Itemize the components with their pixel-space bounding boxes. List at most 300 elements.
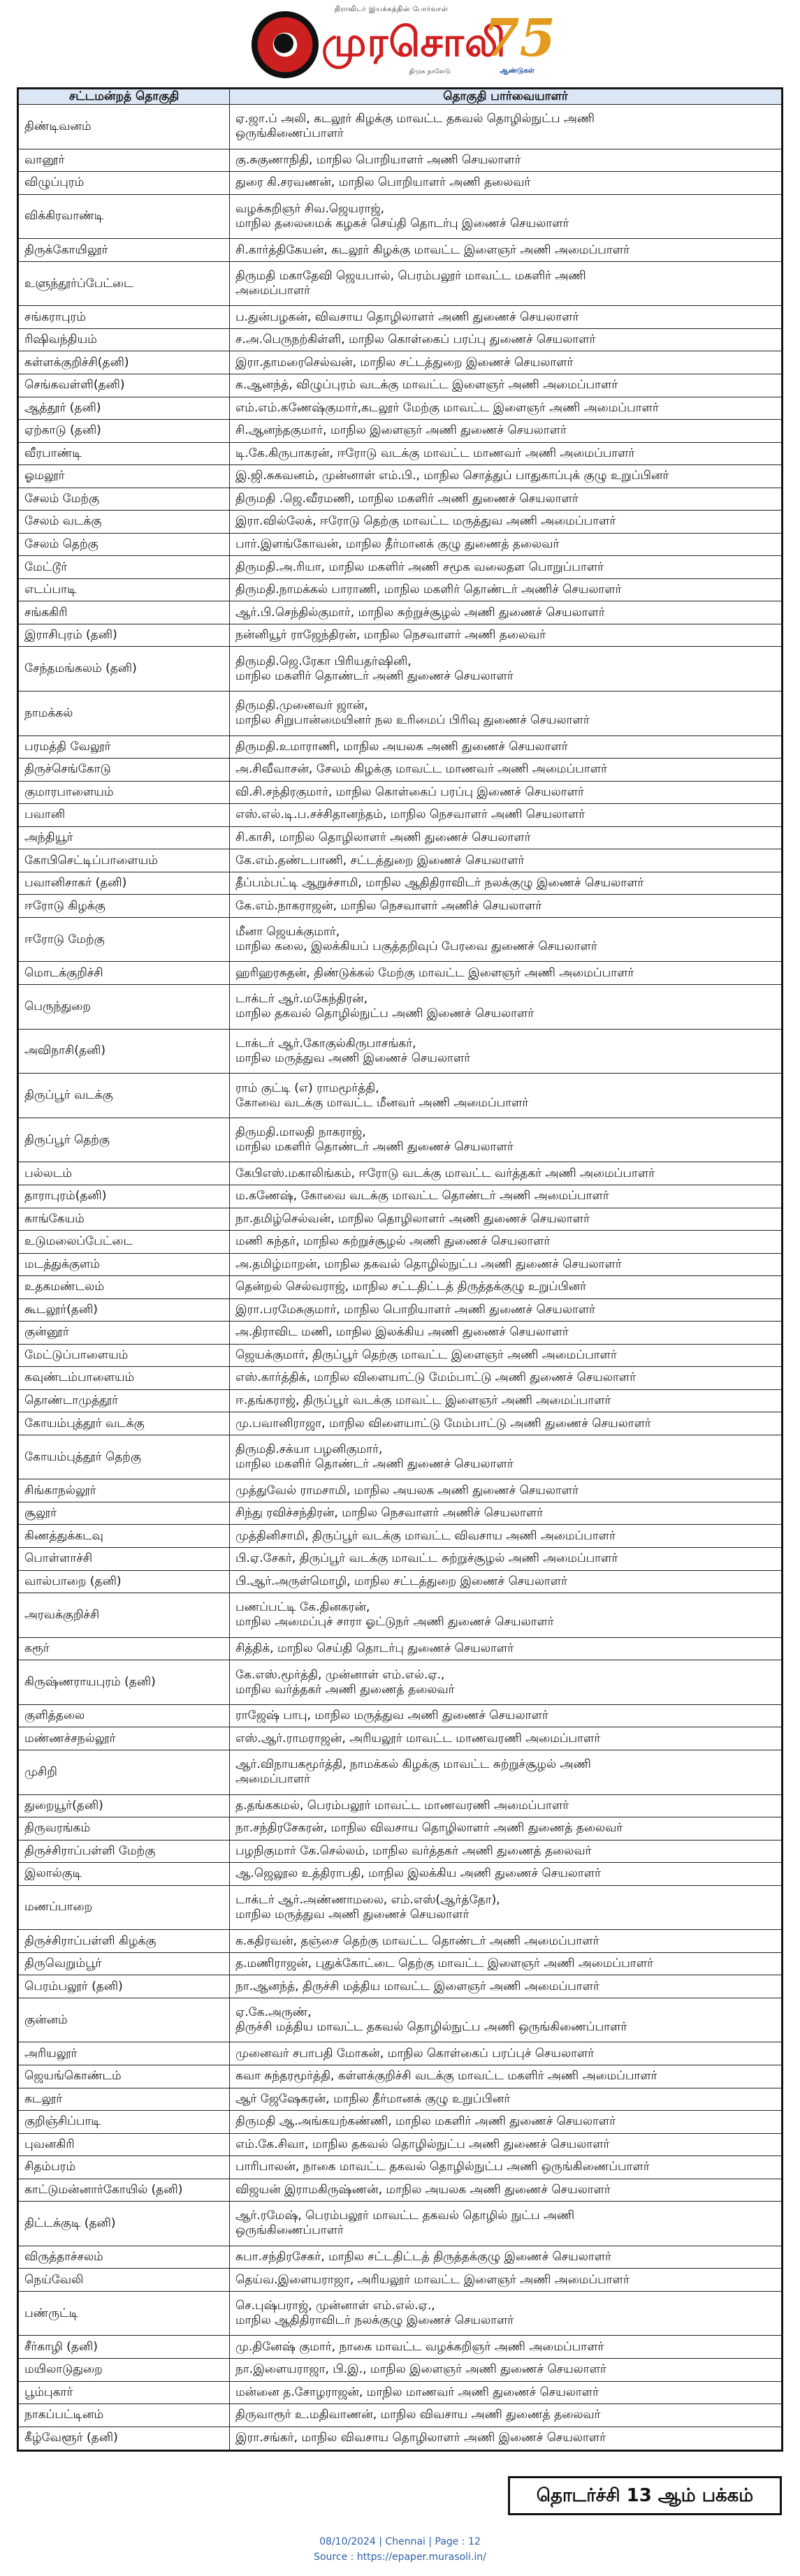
observer-cell xyxy=(230,1253,782,1276)
observer-cell xyxy=(230,1704,782,1727)
table-row xyxy=(19,1185,782,1208)
table-row xyxy=(19,647,782,691)
observer-cell xyxy=(230,1660,782,1705)
table-row xyxy=(19,1253,782,1276)
observer-line: திருமதி.உமாராணி, மாநில அயலக அணி துணைச் செயலாளர் xyxy=(235,739,568,754)
table-row xyxy=(19,1208,782,1231)
constituency-cell: திண்டிவனம் xyxy=(19,105,230,149)
table-row xyxy=(19,261,782,306)
observer-cell xyxy=(230,647,782,691)
page-footer xyxy=(0,2534,800,2573)
table-row xyxy=(19,804,782,827)
constituency-cell: கீழ்வேளூர் (தனி) xyxy=(19,2427,230,2450)
constituency-cell: நாகப்பட்டினம் xyxy=(19,2404,230,2427)
constituency-cell: கவுண்டம்பாளையம் xyxy=(19,1367,230,1390)
observer-cell xyxy=(230,1162,782,1185)
observer-cell xyxy=(230,1570,782,1593)
observer-line: மாநில மருத்துவ அணி இணைச் செயலாளர் xyxy=(235,1051,471,1065)
footer-date-page: 08/10/2024 | Chennai | Page : 12 xyxy=(319,2536,481,2547)
constituency-cell: குன்னம் xyxy=(19,1998,230,2042)
table-row xyxy=(19,1074,782,1118)
observer-line: ஆ.ஜெலூல உத்திராபதி, மாநில இலக்கிய அணி துணைச் செயலாளர் xyxy=(235,1866,601,1881)
observer-line: தெய்வ.இளையராஜா, அரியலூர் மாவட்ட இளைஞர் அணி அமைப்பாளர் xyxy=(235,2272,630,2287)
observer-line: ஆர் ஜேஷேகரன், மாநில தீர்மானக் குழு உறுப்பினர் xyxy=(235,2091,511,2106)
observer-line: டாக்டர் ஆர்.கோகுல்கிருபாசங்கர், xyxy=(235,1036,416,1051)
constituency-cell: கோபிசெட்டிப்பாளையம் xyxy=(19,849,230,872)
observer-cell xyxy=(230,105,782,149)
observer-line: மணி சுந்தர், மாநில சுற்றுச்சூழல் அணி துணைச் செயலாளர் xyxy=(235,1234,551,1249)
masthead xyxy=(0,0,800,87)
observer-cell xyxy=(230,1276,782,1299)
constituency-cell: திருச்சிராப்பள்ளி கிழக்கு xyxy=(19,1930,230,1953)
constituency-cell: மடத்துக்குளம் xyxy=(19,1253,230,1276)
observer-cell xyxy=(230,804,782,827)
observer-line: முத்தினிசாமி, திருப்பூர் வடக்கு மாவட்ட விவசாய அணி அமைப்பாளர் xyxy=(235,1528,616,1543)
observer-line: அ.திராவிட மணி, மாநில இலக்கிய அணி துணைச் செயலாளர் xyxy=(235,1325,569,1340)
observer-line: அ.சிவீவாசன், சேலம் கிழக்கு மாவட்ட மாணவர் அணி அமைப்பாளர் xyxy=(235,762,607,777)
observer-line: மாநில வர்த்தகர் அணி துணைத் தலைவர் xyxy=(235,1682,455,1697)
observer-line: முத்துவேல் ராமசாமி, மாநில அயலக அணி துணைச் செயலாளர் xyxy=(235,1483,579,1498)
observer-cell xyxy=(230,194,782,239)
table-row xyxy=(19,1118,782,1162)
observer-cell xyxy=(230,1998,782,2042)
observer-line: கே.எம்.நாகராஜன், மாநில நெசவாளர் அணிச் செயலாளர் xyxy=(235,898,542,913)
constituency-cell: உதகமண்டலம் xyxy=(19,1276,230,1299)
observer-line: கோவை வடக்கு மாவட்ட மீனவர் அணி அமைப்பாளர் xyxy=(235,1095,529,1110)
observer-cell xyxy=(230,1593,782,1638)
constituency-cell: வானூர் xyxy=(19,149,230,172)
observer-line: மாநில மகளிர் தொண்டர் அணி துணைச் செயலாளர் xyxy=(235,1140,514,1155)
observer-line: நா.தமிழ்செல்வன், மாநில தொழிலாளர் அணி துணைச் செயலாளர் xyxy=(235,1211,590,1226)
observer-line: அமைப்பாளர் xyxy=(235,284,311,298)
observer-cell xyxy=(230,2404,782,2427)
observer-line: எம்.எம்.கணேஷ்குமார்,கடலூர் மேற்கு மாவட்ட இளைஞர் அணி அமைப்பாளர் xyxy=(235,400,659,415)
observer-cell xyxy=(230,1344,782,1367)
constituency-cell: இராசிபுரம் (தனி) xyxy=(19,624,230,647)
observer-line: டாக்டர் ஆர்.மகேந்திரன், xyxy=(235,992,368,1007)
observer-line: அமைப்பாளர் xyxy=(235,1772,311,1787)
table-row xyxy=(19,917,782,962)
constituency-cell: திருப்பூர் வடக்கு xyxy=(19,1074,230,1118)
observer-line: சுபா.சந்திரசேகர், மாநில சட்டதிட்டத் திருத்தக்குழு இணைச் செயலாளர் xyxy=(235,2250,611,2264)
observer-line: திருமதி.ஜெ.ரேகா பிரியதர்ஷினி, xyxy=(235,654,412,668)
observer-line: எஸ்.எல்.டி.ப.சச்சிதானந்தம், மாநில நெசவாளர் அணி செயலாளர் xyxy=(235,807,586,822)
observer-line: எஸ்.ஆர்.ராமராஜன், அரியலூர் மாவட்ட மாணவரணி அமைப்பாளர் xyxy=(235,1731,601,1746)
observer-line: பாரிபாலன், நாகை மாவட்ட தகவல் தொழில்நுட்ப அணி ஒருங்கிணைப்பாளர் xyxy=(235,2160,650,2174)
observer-cell xyxy=(230,1389,782,1412)
observer-line: திருமதி ஆ.அங்கயற்கண்ணி, மாநில மகளிர் அணி துணைச் செயலாளர் xyxy=(235,2114,616,2129)
table-row xyxy=(19,1525,782,1548)
observer-cell xyxy=(230,351,782,374)
observer-cell xyxy=(230,149,782,172)
observer-cell xyxy=(230,1118,782,1162)
observer-cell xyxy=(230,826,782,849)
table-row xyxy=(19,442,782,465)
constituency-cell: விக்கிரவாண்டி xyxy=(19,194,230,239)
footer-source-link[interactable]: https://epaper.murasoli.in/ xyxy=(356,2552,486,2563)
observer-cell xyxy=(230,1637,782,1660)
table-row xyxy=(19,556,782,579)
table-row xyxy=(19,781,782,804)
table-row xyxy=(19,1389,782,1412)
observer-cell xyxy=(230,239,782,262)
constituency-cell: சிதம்பரம் xyxy=(19,2156,230,2179)
constituency-cell: சேலம் மேற்கு xyxy=(19,488,230,511)
masthead-tagline: திராவிடர் இயக்கத்தின் போர்வாள் xyxy=(334,6,449,13)
observer-cell xyxy=(230,2427,782,2450)
observer-line: ஒருங்கிணைப்பாளர் xyxy=(235,126,344,141)
table-row xyxy=(19,328,782,351)
table-row xyxy=(19,1637,782,1660)
observers-table xyxy=(18,89,782,2450)
observer-line: திருமதி.சக்யா பழனிகுமார், xyxy=(235,1442,383,1457)
observer-cell xyxy=(230,1525,782,1548)
observer-line: ஜெயக்குமார், திருப்பூர் தெற்கு மாவட்ட இளைஞர் அணி அமைப்பாளர் xyxy=(235,1347,617,1362)
table-row xyxy=(19,239,782,262)
constituency-cell: கிணத்துக்கடவு xyxy=(19,1525,230,1548)
constituency-cell: சேலம் வடக்கு xyxy=(19,511,230,534)
constituency-cell: இலால்குடி xyxy=(19,1863,230,1886)
observer-cell xyxy=(230,985,782,1030)
observer-line: கு.சுகுணாநிதி, மாநில பொறியாளர் அணி செயலாளர் xyxy=(235,152,521,167)
observer-line: ம.கணேஷ், கோவை வடக்கு மாவட்ட தொண்டர் அணி அமைப்பாளர் xyxy=(235,1189,609,1203)
constituency-cell: ஓமலூர் xyxy=(19,465,230,488)
observer-line: மாநில மருத்துவ அணி துணைச் செயலாளர் xyxy=(235,1907,470,1922)
table-header-row xyxy=(19,89,782,105)
table-row xyxy=(19,194,782,239)
observer-line: மாநில மகளிர் தொண்டர் அணி துணைச் செயலாளர் xyxy=(235,668,514,683)
table-row xyxy=(19,895,782,918)
observer-line: மாநில மகளிர் தொண்டர் அணி துணைச் செயலாளர் xyxy=(235,1457,514,1472)
observer-cell xyxy=(230,736,782,759)
table-row xyxy=(19,465,782,488)
observer-line: தீப்பம்பட்டி ஆறுச்சாமி, மாநில ஆதிதிராவிடர் நலக்குழு இணைச் செயலாளர் xyxy=(235,876,644,891)
observer-line: இரா.சங்கர், மாநில விவசாய தொழிலாளர் அணி இணைச் செயலாளர் xyxy=(235,2431,606,2445)
table-row xyxy=(19,1817,782,1840)
observer-line: நன்னியூர் ராஜேந்திரன், மாநில நெசவாளர் அணி தலைவர் xyxy=(235,628,546,643)
table-row xyxy=(19,1863,782,1886)
observer-line: இரா.தாமரைசெல்வன், மாநில சட்டத்துறை இணைச் செயலாளர் xyxy=(235,355,574,369)
table-row xyxy=(19,601,782,624)
constituency-cell: திருவரங்கம் xyxy=(19,1817,230,1840)
table-row xyxy=(19,1029,782,1074)
constituency-cell: பவானிசாகர் (தனி) xyxy=(19,872,230,895)
constituency-cell: கள்ளக்குறிச்சி(தனி) xyxy=(19,351,230,374)
observer-cell xyxy=(230,2065,782,2088)
observer-cell xyxy=(230,556,782,579)
observer-line: கேபிஎஸ்.மகாலிங்கம், ஈரோடு வடக்கு மாவட்ட வர்த்தகர் அணி அமைப்பாளர் xyxy=(235,1166,655,1180)
observer-line: பி.ஏ.சேகர், திருப்பூர் வடக்கு மாவட்ட சுற்றுச்சூழல் அணி அமைப்பாளர் xyxy=(235,1551,618,1566)
table-body xyxy=(19,105,782,2450)
table-row xyxy=(19,962,782,985)
observer-line: பழநிகுமார் கே.செல்லம், மாநில வர்த்தகர் அணி துணைத் தலைவர் xyxy=(235,1843,592,1858)
observer-line: திருமதி மகாதேவி ஜெயபால், பெரம்பலூர் மாவட்ட மகளிர் அணி xyxy=(235,269,586,284)
constituency-cell: அவிநாசி(தனி) xyxy=(19,1029,230,1074)
table-row xyxy=(19,2404,782,2427)
table-row xyxy=(19,2202,782,2246)
constituency-cell: புவனகிரி xyxy=(19,2133,230,2156)
observers-table-container xyxy=(17,87,783,2452)
observer-cell xyxy=(230,895,782,918)
observer-cell xyxy=(230,1794,782,1817)
table-row xyxy=(19,624,782,647)
table-row xyxy=(19,1367,782,1390)
observer-cell xyxy=(230,917,782,962)
table-row xyxy=(19,2042,782,2065)
table-row xyxy=(19,1750,782,1794)
table-row xyxy=(19,2065,782,2088)
table-row xyxy=(19,1885,782,1930)
constituency-cell: உடுமலைப்பேட்டை xyxy=(19,1231,230,1254)
table-row xyxy=(19,1276,782,1299)
table-row xyxy=(19,149,782,172)
table-row xyxy=(19,2133,782,2156)
masthead-logo-group xyxy=(252,6,555,81)
observer-line: சித்திக், மாநில செய்தி தொடர்பு துணைச் செயலாளர் xyxy=(235,1641,514,1655)
observer-cell xyxy=(230,1885,782,1930)
table-row xyxy=(19,736,782,759)
observer-line: ஈ.தங்கராஜ், திருப்பூர் வடக்கு மாவட்ட இளைஞர் அணி அமைப்பாளர் xyxy=(235,1393,611,1408)
observer-cell xyxy=(230,511,782,534)
constituency-cell: காட்டுமன்னார்கோயில் (தனி) xyxy=(19,2179,230,2202)
anniversary-text: ஆண்டுகள் xyxy=(500,67,534,75)
observer-cell xyxy=(230,2358,782,2381)
observer-cell xyxy=(230,962,782,985)
constituency-cell: குன்னூர் xyxy=(19,1322,230,1345)
observer-line: திருவாரூர் உ.மதிவாணன், மாநில விவசாய அணி துணைத் தலைவர் xyxy=(235,2408,601,2422)
observer-cell xyxy=(230,2269,782,2292)
constituency-cell: மேட்டுப்பாளையம் xyxy=(19,1344,230,1367)
constituency-cell: பொள்ளாச்சி xyxy=(19,1548,230,1571)
observer-cell xyxy=(230,601,782,624)
observer-cell xyxy=(230,1750,782,1794)
table-row xyxy=(19,1162,782,1185)
observer-line: நா.இளையராஜா, பி.இ., மாநில இளைஞர் அணி துணைச் செயலாளர் xyxy=(235,2362,606,2377)
observer-cell xyxy=(230,2179,782,2202)
observer-cell xyxy=(230,1930,782,1953)
table-row xyxy=(19,1435,782,1479)
observer-line: சி.ஆனந்தகுமார், மாநில இளைஞர் அணி துணைச் செயலாளர் xyxy=(235,423,567,438)
observer-line: டாக்டர் ஆர்.அண்ணாமலை, எம்.எஸ்(ஆர்த்தோ), xyxy=(235,1892,500,1907)
constituency-cell: காங்கேயம் xyxy=(19,1208,230,1231)
observer-line: மாநில கலை, இலக்கியப் பகுத்தறிவுப் பேரவை துணைச் செயலாளர் xyxy=(235,939,597,954)
constituency-cell: வால்பாறை (தனி) xyxy=(19,1570,230,1593)
constituency-cell: சிங்காநல்லூர் xyxy=(19,1479,230,1502)
observer-line: விஜயன் இராமகிருஷ்ணன், மாநில அயலக அணி துணைச் செயலாளர் xyxy=(235,2182,611,2197)
observer-line: சி.காசி, மாநில தொழிலாளர் அணி துணைச் செயலாளர் xyxy=(235,830,531,844)
observer-cell xyxy=(230,1840,782,1863)
observer-line: பார்.இளங்கோவன், மாநில தீர்மானக் குழு துணைத் தலைவர் xyxy=(235,537,560,551)
constituency-cell: பெருந்துறை xyxy=(19,985,230,1030)
constituency-cell: ஈரோடு கிழக்கு xyxy=(19,895,230,918)
observer-line: முனைவர் சபாபதி மோகன், மாநில கொள்கைப் பரப்புச் செயலாளர் xyxy=(235,2046,595,2061)
table-row xyxy=(19,1660,782,1705)
observer-line: இரா.வில்லேக், ஈரோடு தெற்கு மாவட்ட மருத்துவ அணி அமைப்பாளர் xyxy=(235,514,616,529)
constituency-cell: பரமத்தி வேலூர் xyxy=(19,736,230,759)
constituency-cell: விருத்தாச்சலம் xyxy=(19,2246,230,2269)
constituency-cell: ஜெயங்கொண்டம் xyxy=(19,2065,230,2088)
observer-line: மாநில ஆதிதிராவிடர் நலக்குழு இணைச் செயலாளர் xyxy=(235,2313,514,2328)
observer-cell xyxy=(230,2133,782,2156)
observer-line: வழக்கறிஞர் சிவ.ஜெயராஜ், xyxy=(235,201,385,216)
observer-cell xyxy=(230,397,782,420)
constituency-cell: ஆத்தூர் (தனி) xyxy=(19,397,230,420)
table-row xyxy=(19,872,782,895)
observer-line: திருமதி.நாமக்கல் பாராணி, மாநில மகளிர் தொண்டர் அணிச் செயலாளர் xyxy=(235,583,622,597)
observer-line: நா.சந்திரசேகரன், மாநில விவசாய தொழிலாளர் அணி துணைத் தலைவர் xyxy=(235,1821,623,1836)
observer-line: மீனா ஜெயக்குமார், xyxy=(235,925,340,939)
observer-cell xyxy=(230,533,782,556)
observer-cell xyxy=(230,1502,782,1525)
constituency-cell: குமாரபாளையம் xyxy=(19,781,230,804)
constituency-cell: திருச்செங்கோடு xyxy=(19,759,230,782)
constituency-cell: சீர்காழி (தனி) xyxy=(19,2336,230,2359)
observer-line: ஆர்.விநாயகமூர்த்தி, நாமக்கல் கிழக்கு மாவட்ட சுற்றுச்சூழல் அணி xyxy=(235,1757,591,1772)
table-row xyxy=(19,1840,782,1863)
table-row xyxy=(19,351,782,374)
constituency-cell: மணப்பாறை xyxy=(19,1885,230,1930)
observer-cell xyxy=(230,691,782,736)
observer-cell xyxy=(230,1479,782,1502)
constituency-cell: உளுந்தூர்ப்பேட்டை xyxy=(19,261,230,306)
table-row xyxy=(19,1322,782,1345)
observer-line: ஏ.ஜா.ப் அலி, கடலூர் கிழக்கு மாவட்ட தகவல் தொழில்நுட்ப அணி xyxy=(235,112,595,126)
observer-line: தென்றல் செல்வராஜ், மாநில சட்டதிட்டத் திருத்தக்குழு உறுப்பினர் xyxy=(235,1280,587,1294)
table-row xyxy=(19,759,782,782)
observer-cell xyxy=(230,1412,782,1435)
constituency-cell: பெரம்பலூர் (தனி) xyxy=(19,1975,230,1998)
observer-cell xyxy=(230,1322,782,1345)
anniversary-number: 75 xyxy=(483,8,555,68)
observer-line: சிந்து ரவிச்சந்திரன், மாநில நெசவாளர் அணிச் செயலாளர் xyxy=(235,1506,544,1521)
constituency-cell: சேலம் தெற்கு xyxy=(19,533,230,556)
observer-cell xyxy=(230,488,782,511)
constituency-cell: எடப்பாடி xyxy=(19,578,230,601)
observer-line: திருமதி.முனைவர் ஜான், xyxy=(235,698,368,713)
observer-cell xyxy=(230,465,782,488)
observer-cell xyxy=(230,2202,782,2246)
observer-line: துரை கி.சரவணன், மாநில பொறியாளர் அணி தலைவர் xyxy=(235,175,531,190)
table-row xyxy=(19,1570,782,1593)
observer-cell xyxy=(230,624,782,647)
observer-line: கே.எஸ்.மூர்த்தி, முன்னாள் எம்.எல்.ஏ., xyxy=(235,1667,445,1682)
constituency-cell: அரியலூர் xyxy=(19,2042,230,2065)
table-row xyxy=(19,533,782,556)
table-row xyxy=(19,397,782,420)
table-row xyxy=(19,2246,782,2269)
constituency-cell: விழுப்புரம் xyxy=(19,172,230,195)
table-row xyxy=(19,374,782,397)
table-row xyxy=(19,2111,782,2134)
observer-line: வி.சி.சந்திரகுமார், மாநில கொள்கைப் பரப்பு இணைச் செயலாளர் xyxy=(235,784,584,799)
observer-line: ப.துன்பழகன், விவசாய தொழிலாளர் அணி துணைச் செயலாளர் xyxy=(235,309,579,324)
observer-line: ஆர்.பி.செந்தில்குமார், மாநில சுற்றுச்சூழல் அணி துணைச் செயலாளர் xyxy=(235,605,605,620)
observer-line: த.தங்ககமல், பெரம்பலூர் மாவட்ட மாணவரணி அமைப்பாளர் xyxy=(235,1798,569,1813)
observer-line: பணப்பட்டி கே.தினகரன், xyxy=(235,1600,370,1615)
anniversary-logo xyxy=(483,8,555,81)
observer-line: மாநில தலைமைக் கழகச் செய்தி தொடர்பு இணைச் செயலாளர் xyxy=(235,216,569,230)
observer-cell xyxy=(230,172,782,195)
constituency-cell: கரூர் xyxy=(19,1637,230,1660)
table-row xyxy=(19,1593,782,1638)
observer-line: மு.பவானிராஜா, மாநில விளையாட்டு மேம்பாட்டு அணி துணைச் செயலாளர் xyxy=(235,1416,651,1430)
table-row xyxy=(19,1412,782,1435)
observer-line: கவா சுந்தரமூர்த்தி, கள்ளக்குறிச்சி வடக்கு மாவட்ட மகளிர் அணி அமைப்பாளர் xyxy=(235,2069,657,2084)
constituency-cell: குறிஞ்சிப்பாடி xyxy=(19,2111,230,2134)
table-row xyxy=(19,1930,782,1953)
footer-source-label: Source : xyxy=(314,2552,357,2563)
constituency-cell: திட்டக்குடி (தனி) xyxy=(19,2202,230,2246)
constituency-cell: ரிஷிவந்தியம் xyxy=(19,328,230,351)
table-row xyxy=(19,2358,782,2381)
constituency-cell: நெய்வேலி xyxy=(19,2269,230,2292)
observer-line: இ.ஜி.சுகவனம், முன்னாள் எம்.பி., மாநில சொத்துப் பாதுகாப்புக் குழு உறுப்பினர் xyxy=(235,469,669,483)
observer-line: மாநில சிறுபான்மையினர் நல உரிமைப் பிரிவு துணைச் செயலாளர் xyxy=(235,713,590,728)
observer-line: மன்னை த.சோழராஜன், மாநில மாணவர் அணி துணைச் செயலாளர் xyxy=(235,2385,599,2399)
table-row xyxy=(19,511,782,534)
observer-cell xyxy=(230,2291,782,2336)
constituency-cell: நாமக்கல் xyxy=(19,691,230,736)
constituency-cell: அந்தியூர் xyxy=(19,826,230,849)
observer-line: மாநில தகவல் தொழில்நுட்ப அணி இணைச் செயலாளர் xyxy=(235,1007,534,1021)
constituency-cell: கோயம்புத்தூர் தெற்கு xyxy=(19,1435,230,1479)
observer-line: ஏ.கே.அருண், xyxy=(235,2005,312,2020)
observer-cell xyxy=(230,578,782,601)
observer-cell xyxy=(230,2156,782,2179)
table-row xyxy=(19,172,782,195)
masthead-subtag: திமுக நாளேடு xyxy=(409,68,451,75)
table-row xyxy=(19,1704,782,1727)
observer-cell xyxy=(230,1298,782,1322)
observer-line: திருமதி.அ.ரியா, மாநில மகளிர் அணி சமூக வலைதள பொறுப்பாளர் xyxy=(235,559,604,574)
party-emblem-icon xyxy=(252,11,319,78)
table-row xyxy=(19,2336,782,2359)
observer-cell xyxy=(230,1727,782,1750)
header-observer: தொகுதி பார்வையாளர் xyxy=(230,89,782,105)
observer-cell xyxy=(230,1548,782,1571)
table-row xyxy=(19,2088,782,2111)
constituency-cell: தொண்டாமுத்தூர் xyxy=(19,1389,230,1412)
observer-line: ஒருங்கிணைப்பாளர் xyxy=(235,2223,344,2238)
constituency-cell: திருப்பூர் தெற்கு xyxy=(19,1118,230,1162)
constituency-cell: செங்கவள்ளி(தனி) xyxy=(19,374,230,397)
observer-line: டி.கே.கிருபாகரன், ஈரோடு வடக்கு மாவட்ட மாணவர் அணி அமைப்பாளர் xyxy=(235,446,635,460)
observer-cell xyxy=(230,1185,782,1208)
table-row xyxy=(19,1975,782,1998)
observer-line: த.மணிராஜன், புதுக்கோட்டை தெற்கு மாவட்ட இளைஞர் அணி அமைப்பாளர் xyxy=(235,1956,653,1971)
newspaper-brand: முரசொலி xyxy=(321,18,507,66)
table-row xyxy=(19,1502,782,1525)
observer-line: எம்.கே.சிவா, மாநில தகவல் தொழில்நுட்ப அணி துணைச் செயலாளர் xyxy=(235,2137,610,2151)
table-row xyxy=(19,1479,782,1502)
table-row xyxy=(19,2291,782,2336)
table-row xyxy=(19,985,782,1030)
constituency-cell: துறையூர்(தனி) xyxy=(19,1794,230,1817)
table-row xyxy=(19,420,782,443)
observer-cell xyxy=(230,1952,782,1975)
observer-line: ஹரிஹரசுதன், திண்டுக்கல் மேற்கு மாவட்ட இளைஞர் அணி அமைப்பாளர் xyxy=(235,965,634,980)
observer-cell xyxy=(230,2381,782,2404)
observer-line: இரா.பரமேசுகுமார், மாநில பொறியாளர் அணி துணைச் செயலாளர் xyxy=(235,1302,596,1317)
constituency-cell: மேட்டூர் xyxy=(19,556,230,579)
constituency-cell: ஏற்காடு (தனி) xyxy=(19,420,230,443)
constituency-cell: பல்லடம் xyxy=(19,1162,230,1185)
table-row xyxy=(19,2156,782,2179)
observer-cell xyxy=(230,2246,782,2269)
constituency-cell: பவானி xyxy=(19,804,230,827)
observer-cell xyxy=(230,328,782,351)
table-row xyxy=(19,691,782,736)
